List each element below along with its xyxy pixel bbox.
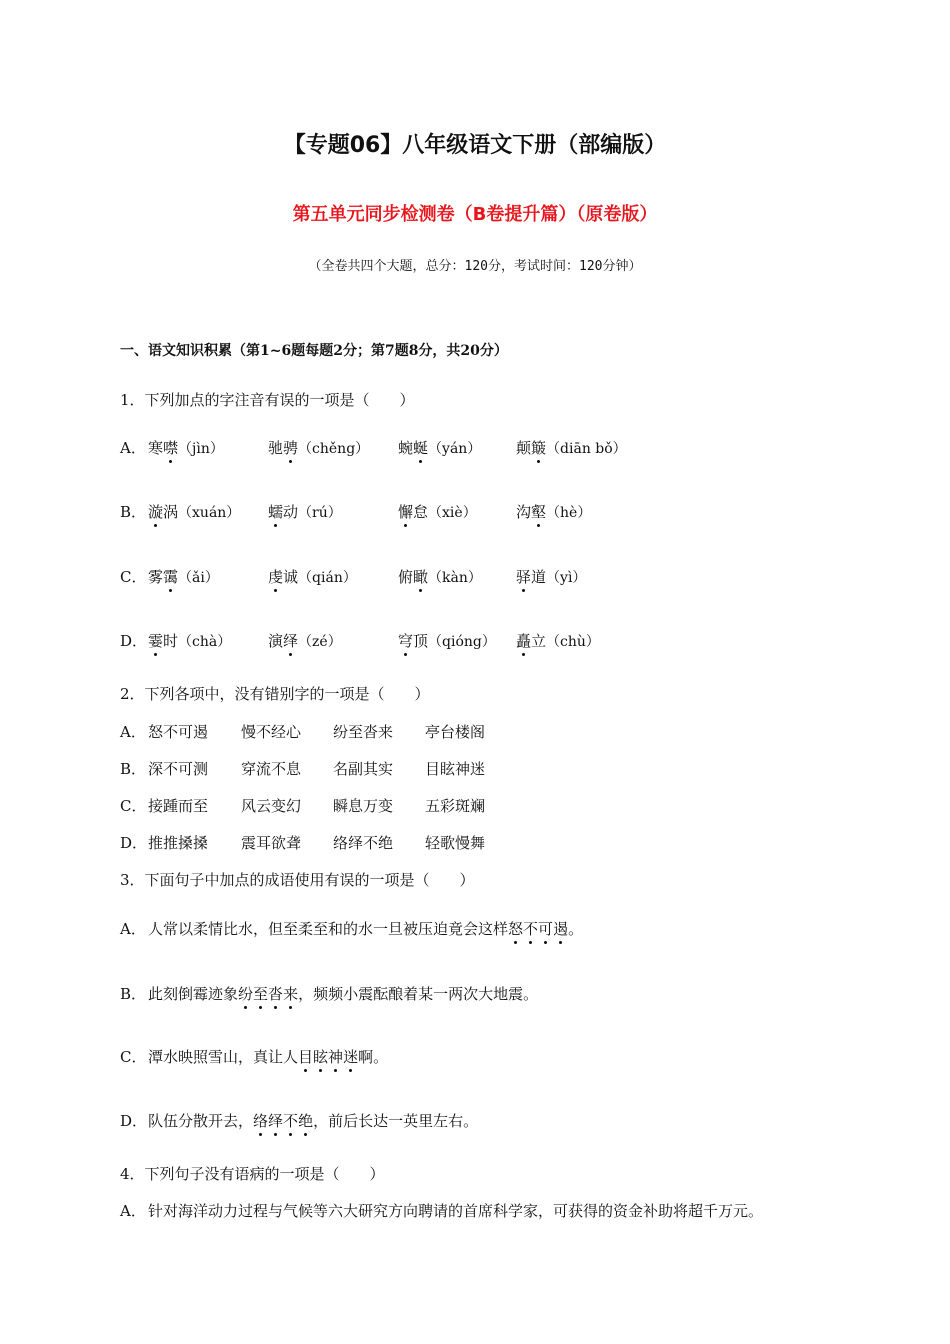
option-letter: C．: [120, 568, 147, 586]
pinyin: （yán）: [428, 441, 482, 457]
pinyin-item: [148, 566, 219, 587]
option-letter: D．: [120, 632, 148, 650]
dotted-char: 绝: [298, 1112, 314, 1130]
word-char: 怠: [413, 503, 429, 521]
dotted-char: 绎: [268, 1112, 284, 1130]
dotted-char: 蜒: [413, 439, 429, 457]
question-3-stem: 3．下面句子中加点的成语使用有误的一项是（ ）: [120, 871, 475, 889]
sentence-text: 。: [568, 920, 584, 938]
idiom: 推推搡搡: [148, 834, 209, 852]
word-char: 动: [283, 503, 299, 521]
pinyin-item: [398, 566, 482, 587]
word-char: 沟: [516, 503, 532, 521]
sentence-text: 潭水映照雪山，真让人: [148, 1048, 299, 1066]
pinyin-item: [398, 501, 477, 522]
word-char: 雾: [148, 568, 164, 586]
sentence-text: 此刻倒霉迹象: [148, 985, 239, 1003]
word-char: 颠: [516, 439, 532, 457]
dotted-char: 霭: [163, 568, 179, 586]
idiom: 穿流不息: [241, 760, 302, 778]
option-letter: B．: [120, 760, 147, 778]
idiom: 名副其实: [333, 760, 394, 778]
dotted-char: 虔: [268, 568, 284, 586]
idiom: 震耳欲聋: [241, 834, 302, 852]
document-subtitle: 第五单元同步检测卷（B卷提升篇）（原卷版）: [292, 204, 658, 225]
dotted-idiom: [238, 985, 298, 1003]
pinyin-item: [268, 630, 342, 651]
idiom: 接踵而至: [148, 797, 209, 815]
option-letter: A．: [120, 920, 146, 938]
pinyin-item: [398, 437, 481, 458]
question-1-option-a: [120, 437, 820, 461]
pinyin-item: [268, 566, 357, 587]
option-letter: A．: [120, 723, 146, 741]
pinyin: （kàn）: [428, 570, 482, 586]
dotted-char: 簸: [531, 439, 547, 457]
dotted-char: 蠕: [268, 503, 284, 521]
sentence-text: 队伍分散开去，: [148, 1112, 254, 1130]
question-1-stem: 1．下列加点的字注音有误的一项是（ ）: [120, 391, 415, 409]
pinyin-item: [398, 630, 496, 651]
question-2-stem: 2．下列各项中，没有错别字的一项是（ ）: [120, 685, 430, 703]
dotted-char: 绎: [283, 632, 299, 650]
pinyin-item: [516, 566, 586, 587]
question-2-option-c: [120, 795, 620, 817]
option-letter: C．: [120, 1048, 147, 1066]
sentence-text: ，前后长达一英里左右。: [313, 1112, 479, 1130]
idiom: 络绎不绝: [333, 834, 394, 852]
dotted-char: 壑: [531, 503, 547, 521]
sentence-text: 人常以柔情比水，但至柔至和的水一旦被压迫竟会这样: [148, 920, 509, 938]
dotted-char: 不: [283, 1112, 299, 1130]
pinyin: （xuán）: [178, 505, 241, 521]
idiom: 目眩神迷: [425, 760, 486, 778]
pinyin: （zé）: [298, 634, 342, 650]
question-3-option-b: [120, 983, 538, 1004]
idiom: 风云变幻: [241, 797, 302, 815]
idiom: 瞬息万变: [333, 797, 394, 815]
dotted-char: 可: [538, 920, 554, 938]
question-1-option-d: [120, 630, 820, 654]
question-4-option-a: [120, 1200, 763, 1221]
option-letter: C．: [120, 797, 147, 815]
pinyin: （chà）: [178, 634, 232, 650]
word-char: 立: [531, 632, 547, 650]
question-2-option-b: [120, 758, 620, 780]
pinyin-item: [148, 630, 231, 651]
pinyin: （ǎi）: [178, 570, 219, 586]
pinyin: （chù）: [546, 634, 600, 650]
dotted-char: 至: [253, 985, 269, 1003]
word-char: 寒: [148, 439, 164, 457]
pinyin: （diān bǒ）: [546, 441, 627, 457]
document-title: 【专题06】八年级语文下册（部编版）: [283, 133, 667, 158]
dotted-char: 不: [523, 920, 539, 938]
pinyin-item: [148, 501, 240, 522]
pinyin-item: [516, 501, 591, 522]
option-letter: D．: [120, 834, 148, 852]
dotted-char: 来: [283, 985, 299, 1003]
dotted-char: 纷: [238, 985, 254, 1003]
question-3-option-d: [120, 1110, 478, 1131]
idiom: 慢不经心: [241, 723, 302, 741]
dotted-char: 瞰: [413, 568, 429, 586]
idiom: 亭台楼阁: [425, 723, 486, 741]
idiom: 轻歌慢舞: [425, 834, 486, 852]
dotted-idiom: [508, 920, 568, 938]
pinyin: （rú）: [298, 505, 342, 521]
pinyin: （hè）: [546, 505, 592, 521]
word-char: 道: [531, 568, 547, 586]
word-char: 演: [268, 632, 284, 650]
dotted-char: 噤: [163, 439, 179, 457]
word-char: 驰: [268, 439, 284, 457]
option-letter: B．: [120, 503, 147, 521]
dotted-char: 遏: [553, 920, 569, 938]
pinyin-item: [148, 437, 224, 458]
sentence-text: 啊。: [358, 1048, 389, 1066]
dotted-idiom: [298, 1048, 358, 1066]
pinyin: （xiè）: [428, 505, 477, 521]
question-3-option-a: [120, 918, 583, 939]
pinyin: （jìn）: [178, 441, 224, 457]
question-4-stem: 4．下列句子没有语病的一项是（ ）: [120, 1165, 385, 1183]
pinyin-item: [516, 630, 600, 651]
dotted-char: 漩: [148, 503, 164, 521]
dotted-char: 霎: [148, 632, 164, 650]
option-letter: A．: [120, 1202, 146, 1220]
sentence-text: ，频频小震酝酿着某一两次大地震。: [298, 985, 539, 1003]
dotted-idiom: [253, 1112, 313, 1130]
dotted-char: 懈: [398, 503, 414, 521]
word-char: 涡: [163, 503, 179, 521]
dotted-char: 骋: [283, 439, 299, 457]
dotted-char: 目: [298, 1048, 314, 1066]
pinyin-item: [516, 437, 627, 458]
dotted-char: 矗: [516, 632, 532, 650]
word-char: 顶: [413, 632, 429, 650]
question-1-option-c: [120, 566, 820, 590]
section-heading: 一、语文知识积累（第1~6题每题2分；第7题8分，共20分）: [120, 343, 508, 359]
option-letter: D．: [120, 1112, 148, 1130]
idiom: 怒不可遏: [148, 723, 209, 741]
word-char: 蜿: [398, 439, 414, 457]
idiom: 深不可测: [148, 760, 209, 778]
pinyin: （yì）: [546, 570, 587, 586]
dotted-char: 眩: [313, 1048, 329, 1066]
word-char: 俯: [398, 568, 414, 586]
exam-note: （全卷共四个大题，总分：120分，考试时间：120分钟）: [308, 259, 642, 274]
question-2-option-a: [120, 721, 620, 743]
option-text: 针对海洋动力过程与气候等六大研究方向聘请的首席科学家，可获得的资金补助将超千万元。: [148, 1202, 764, 1220]
question-1-option-b: [120, 501, 820, 525]
dotted-char: 迷: [343, 1048, 359, 1066]
word-char: 诚: [283, 568, 299, 586]
pinyin: （qián）: [298, 570, 357, 586]
pinyin: （qióng）: [428, 634, 496, 650]
pinyin-item: [268, 437, 369, 458]
option-letter: B．: [120, 985, 147, 1003]
dotted-char: 神: [328, 1048, 344, 1066]
option-letter: A．: [120, 439, 146, 457]
pinyin: （chěng）: [298, 441, 370, 457]
word-char: 时: [163, 632, 179, 650]
dotted-char: 怒: [508, 920, 524, 938]
dotted-char: 驿: [516, 568, 532, 586]
pinyin-item: [268, 501, 342, 522]
idiom: 五彩斑斓: [425, 797, 486, 815]
idiom: 纷至沓来: [333, 723, 394, 741]
question-2-option-d: [120, 832, 620, 854]
question-3-option-c: [120, 1046, 388, 1067]
dotted-char: 穹: [398, 632, 414, 650]
dotted-char: 络: [253, 1112, 269, 1130]
dotted-char: 沓: [268, 985, 284, 1003]
